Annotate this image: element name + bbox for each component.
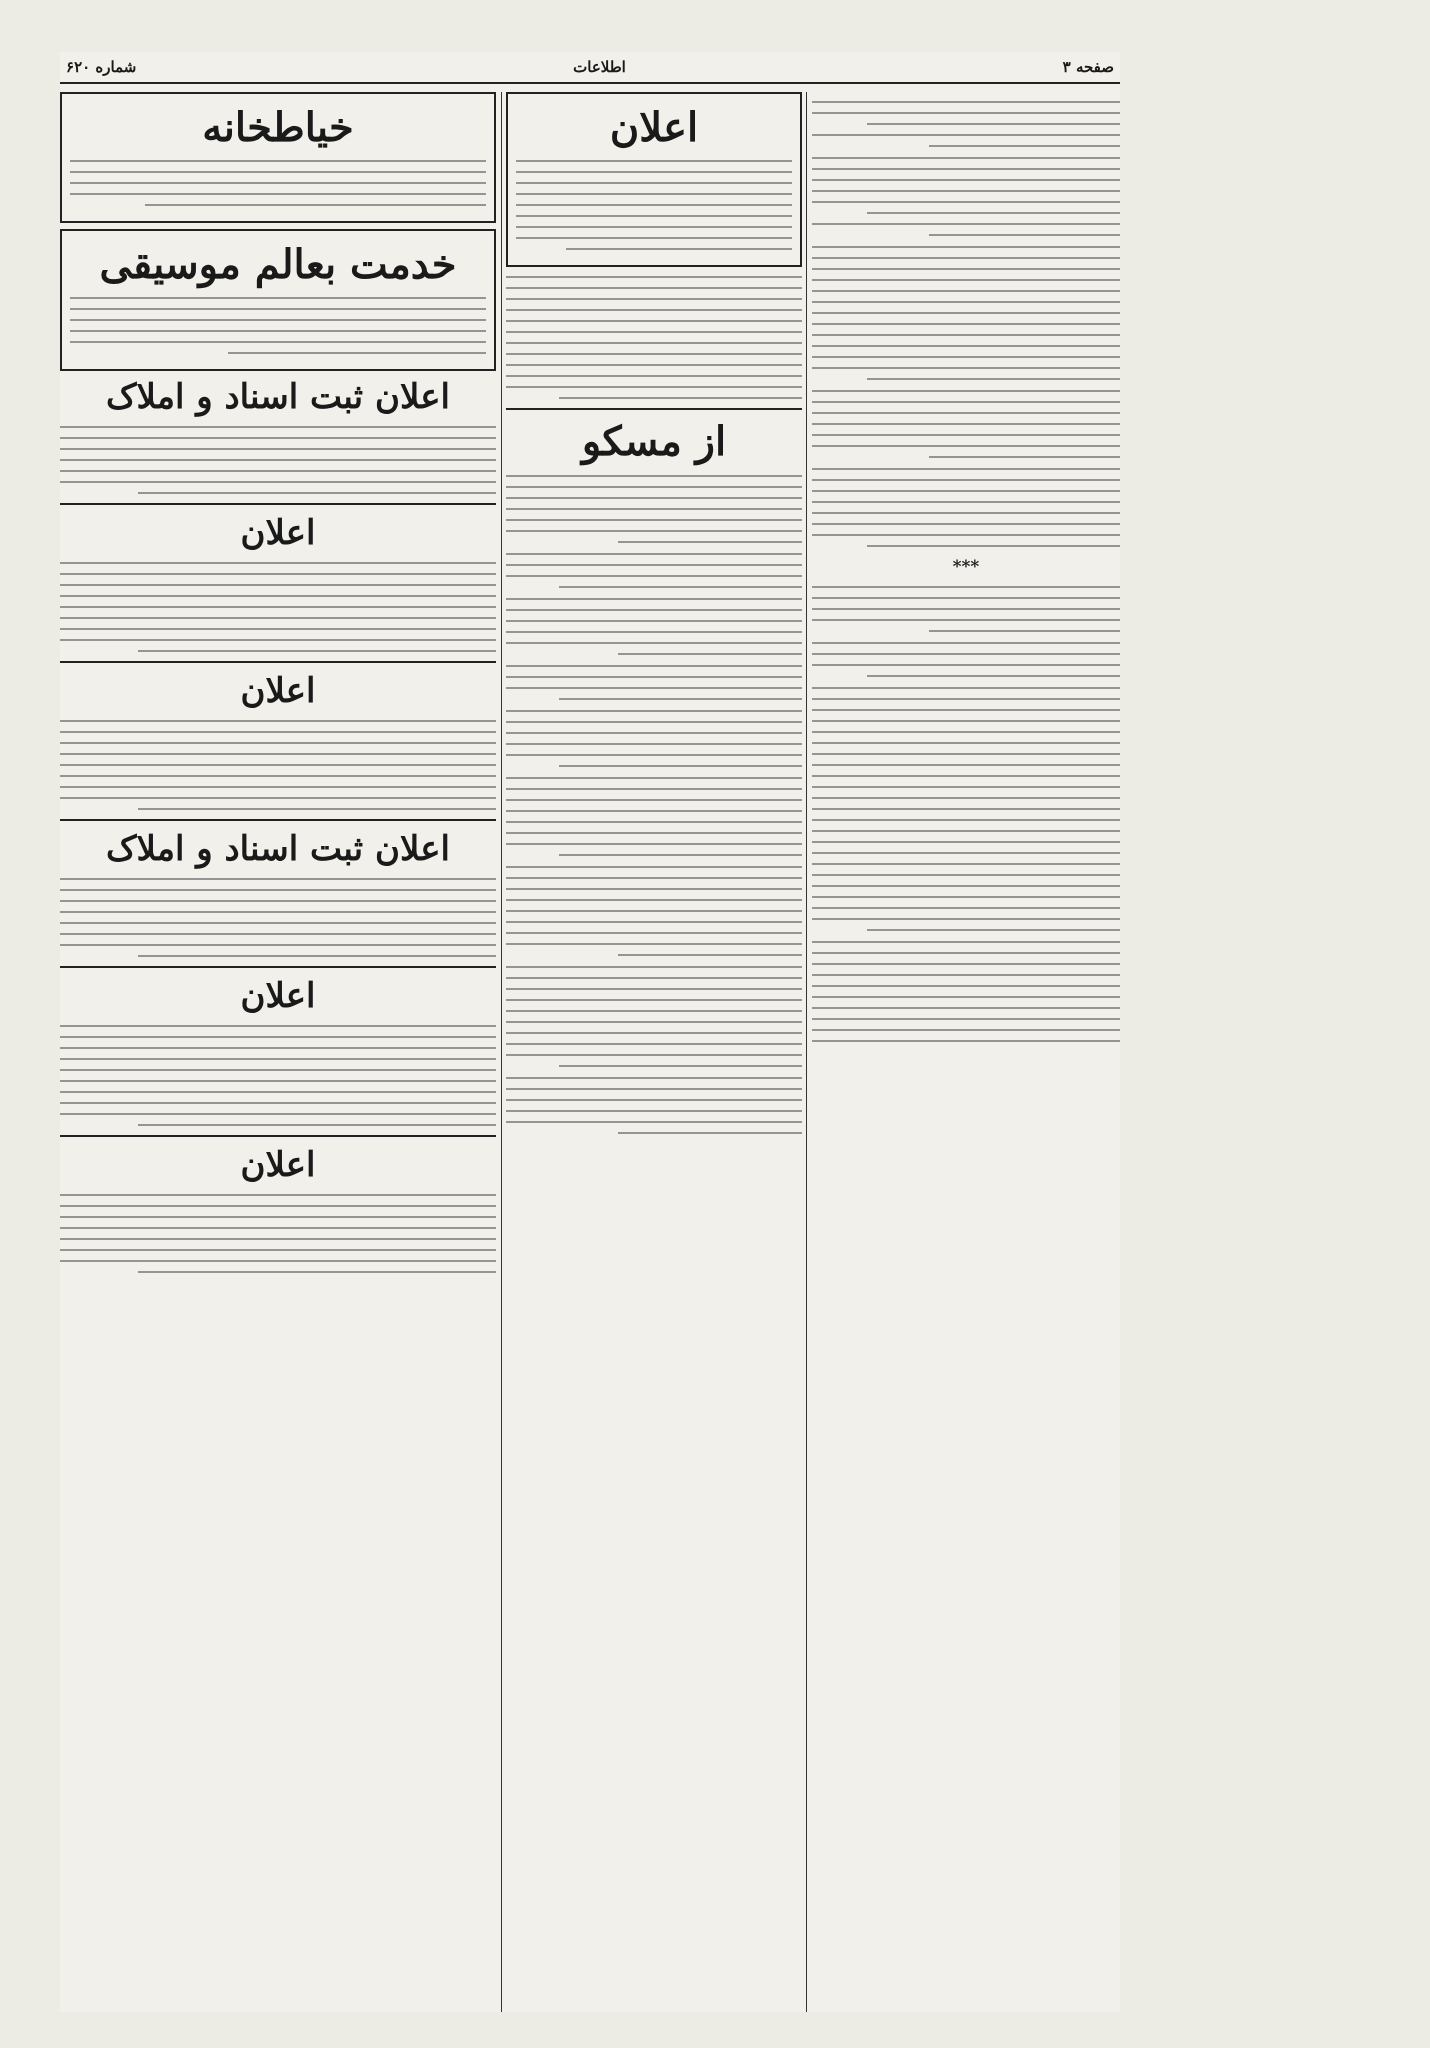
text-block [70, 160, 486, 206]
tailor-ad [60, 92, 496, 223]
text-block [812, 642, 1120, 677]
text-block [506, 598, 802, 655]
ad-banner: اعلان [240, 671, 316, 711]
text-block [70, 297, 486, 354]
text-block [812, 687, 1120, 931]
text-block [516, 160, 792, 250]
paper-name: اطلاعات [573, 58, 626, 76]
text-block [812, 101, 1120, 147]
ornament: *** [952, 557, 980, 577]
text-block [812, 246, 1120, 380]
column-rule [806, 92, 807, 2012]
registry-ad [60, 829, 496, 968]
text-block [506, 276, 802, 399]
issue-number: شماره ۶۲۰ [66, 58, 137, 76]
registry-ad [60, 976, 496, 1137]
text-block [506, 475, 802, 543]
text-block [60, 1194, 496, 1273]
ad-banner: اعلان ثبت اسناد و املاک [106, 377, 450, 417]
text-block [60, 878, 496, 957]
music-ad [60, 229, 496, 371]
text-block [812, 941, 1120, 1042]
registry-ad [60, 671, 496, 821]
moscow-title: از مسکو [581, 418, 727, 465]
center-news-column [506, 92, 802, 2012]
text-block [506, 1077, 802, 1134]
ad-banner: اعلان [240, 513, 316, 553]
text-block [506, 866, 802, 956]
text-block [506, 777, 802, 856]
text-block [60, 720, 496, 810]
column-rule [501, 92, 502, 2012]
text-block [812, 157, 1120, 236]
text-block [60, 1025, 496, 1126]
text-block [812, 586, 1120, 632]
tailor-title: خیاطخانه [202, 104, 354, 151]
registry-ad [60, 377, 496, 505]
ads-column [60, 92, 496, 2012]
text-block [506, 966, 802, 1067]
announcement-box [506, 92, 802, 267]
text-block [506, 553, 802, 588]
music-title: خدمت بعالم موسیقی [99, 241, 457, 288]
text-block [506, 710, 802, 767]
ad-banner: اعلان [240, 976, 316, 1016]
announcement-title: اعلان [609, 104, 699, 151]
registry-ad [60, 513, 496, 663]
text-block [506, 665, 802, 700]
registry-ad [60, 1145, 496, 1273]
page-number: صفحه ۳ [1062, 58, 1114, 76]
text-block [60, 426, 496, 494]
ad-banner: اعلان ثبت اسناد و املاک [106, 829, 450, 869]
right-news-column [812, 92, 1120, 2012]
ad-banner: اعلان [240, 1145, 316, 1185]
newspaper-page [60, 52, 1120, 2012]
text-block [812, 390, 1120, 458]
masthead [60, 52, 1120, 84]
text-block [812, 468, 1120, 547]
text-block [60, 562, 496, 652]
